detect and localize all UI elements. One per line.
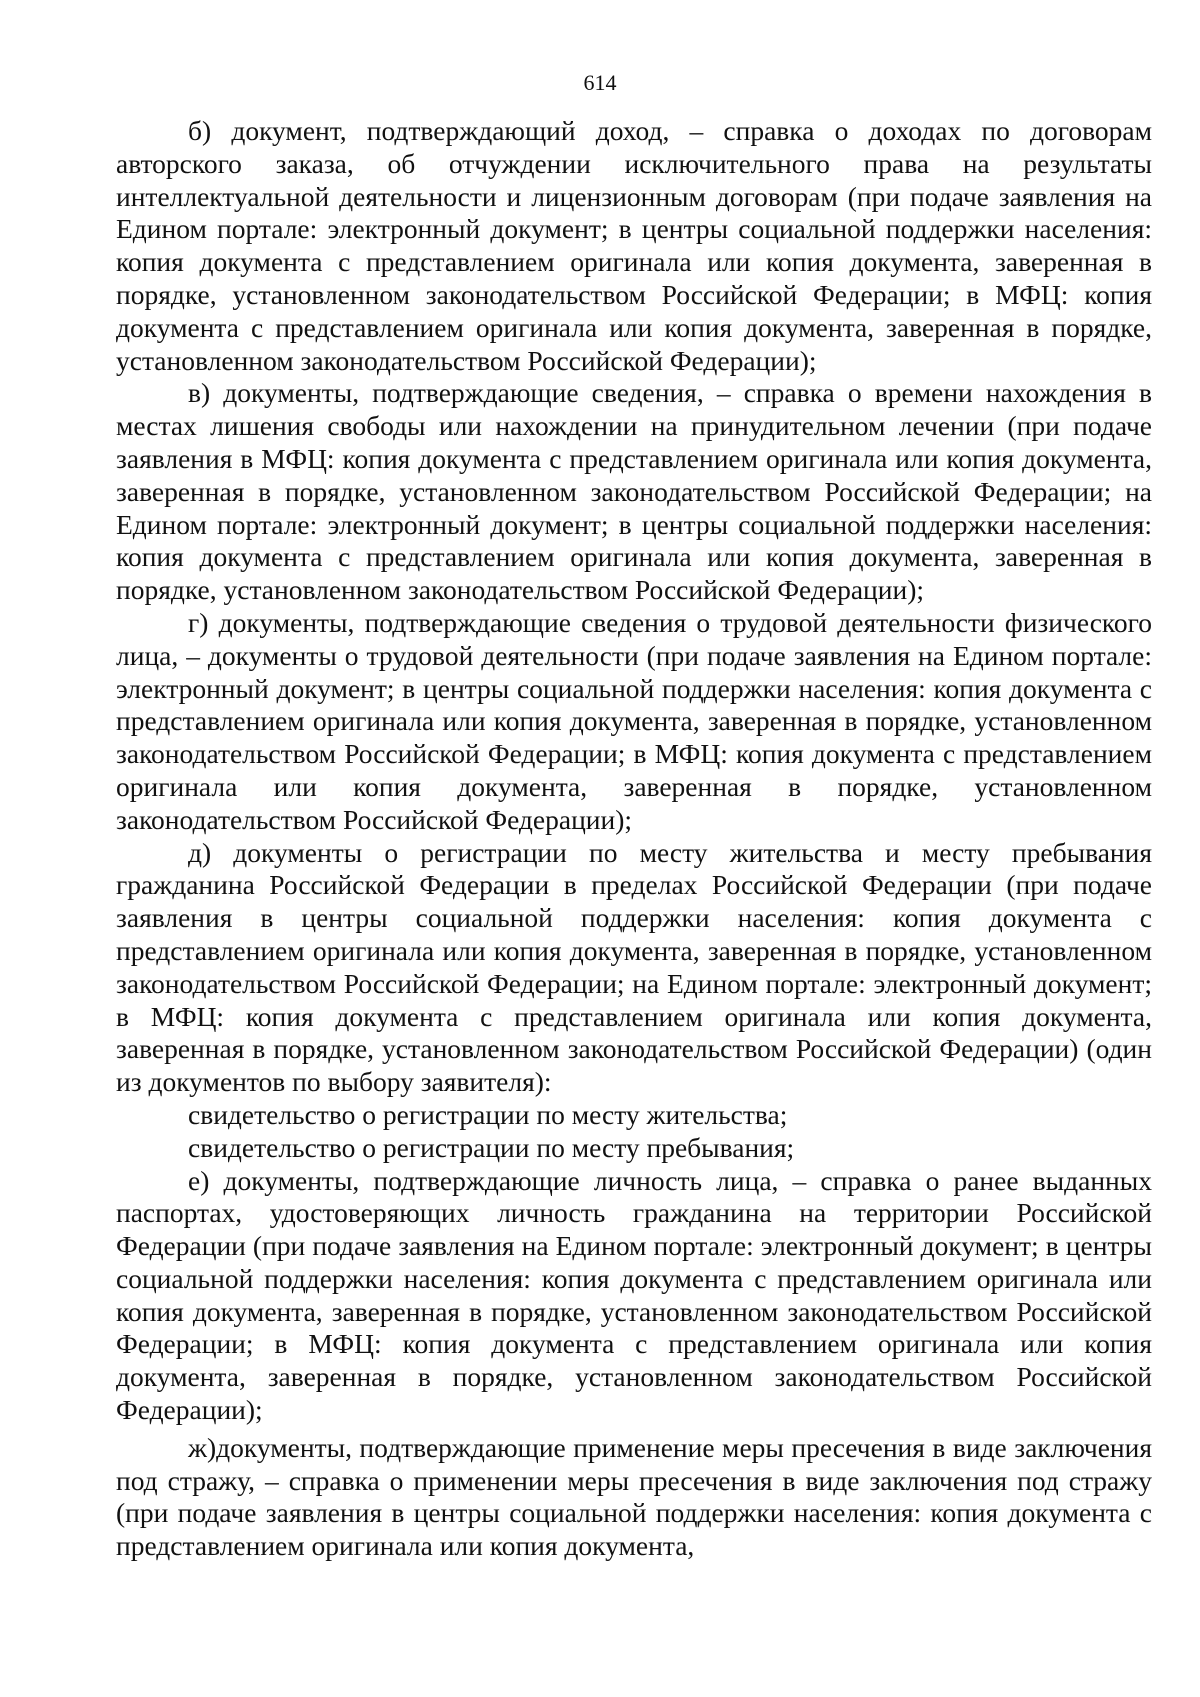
paragraph-v: в) документы, подтверждающие сведения, – справка о времени нахождения в местах лишения свободы или нахождении на принудительном лечении (при подаче заявления в МФЦ: копия документа с представлением оригинала или копия документа, заверенная в порядке, установленном законодательством Российской Федерации; на Едином портале: электронный документ; в центры социальной поддержки населения: копия документа с представлением оригинала или копия документа, заверенная в порядке, установленном законодательством Российской Федерации); — [116, 377, 1152, 606]
list-item-stay-certificate: свидетельство о регистрации по месту пребывания; — [188, 1131, 795, 1163]
paragraph-zh: ж)документы, подтверждающие применение меры пресечения в виде заключения под стражу, – справка о применении меры пресечения в виде заключения под стражу (при подаче заявления в центры социальной поддержки населения: копия документа с представлением оригинала или копия документа, — [116, 1431, 1152, 1562]
paragraph-g: г) документы, подтверждающие сведения о трудовой деятельности физического лица, – документы о трудовой деятельности (при подаче заявления на Едином портале: электронный документ; в центры социальной поддержки населения: копия документа с представлением оригинала или копия документа, заверенная в порядке, установленном законодательством Российской Федерации; в МФЦ: копия документа с представлением оригинала или копия документа, заверенная в порядке, установленном законодательством Российской Федерации); — [116, 606, 1152, 835]
paragraph-b: б) документ, подтверждающий доход, – справка о доходах по договорам авторского заказа, об отчуждении исключительного права на результаты интеллектуальной деятельности и лицензионным договорам (при подаче заявления на Едином портале: электронный документ; в центры социальной поддержки населения: копия документа с представлением оригинала или копия документа, заверенная в порядке, установленном законодательством Российской Федерации; в МФЦ: копия документа с представлением оригинала или копия документа, заверенная в порядке, установленном законодательством Российской Федерации); — [116, 115, 1152, 376]
document-body — [116, 115, 1152, 1563]
page-number: 614 — [583, 70, 617, 95]
paragraph-e: е) документы, подтверждающие личность лица, – справка о ранее выданных паспортах, удостоверяющих личность гражданина на территории Российской Федерации (при подаче заявления на Едином портале: электронный документ; в центры социальной поддержки населения: копия документа с представлением оригинала или копия документа, заверенная в порядке, установленном законодательством Российской Федерации; в МФЦ: копия документа с представлением оригинала или копия документа, заверенная в порядке, установленном законодательством Российской Федерации); — [116, 1164, 1152, 1426]
paragraph-d: д) документы о регистрации по месту жительства и месту пребывания гражданина Российской Федерации в пределах Российской Федерации (при подаче заявления в центры социальной поддержки населения: копия документа с представлением оригинала или копия документа, заверенная в порядке, установленном законодательством Российской Федерации; на Едином портале: электронный документ; в МФЦ: копия документа с представлением оригинала или копия документа, заверенная в порядке, установленном законодательством Российской Федерации) (один из документов по выбору заявителя): — [116, 836, 1152, 1098]
list-item-residence-certificate: свидетельство о регистрации по месту жительства; — [188, 1098, 788, 1130]
